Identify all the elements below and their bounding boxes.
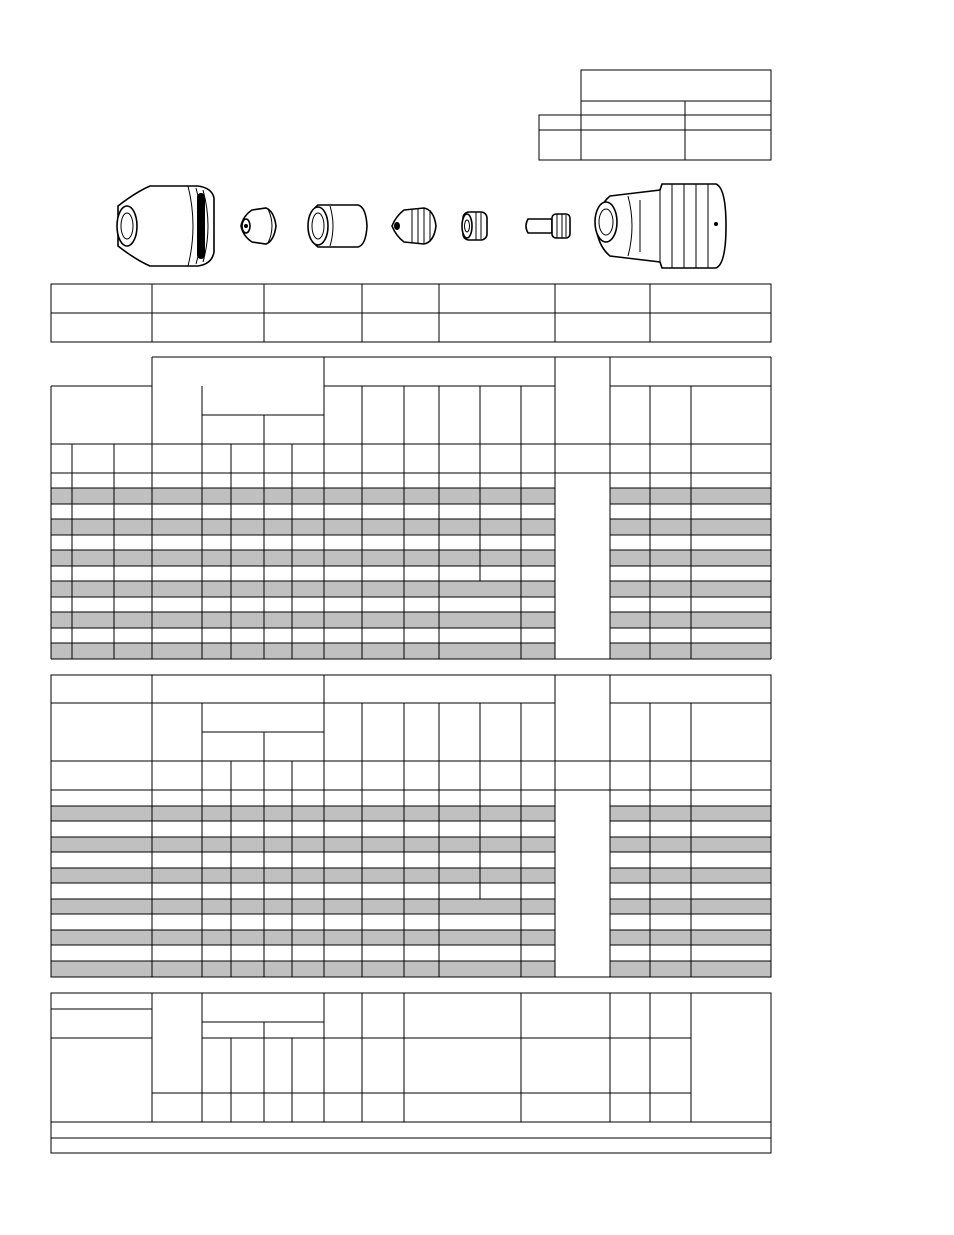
swirl-ring-icon [462, 212, 487, 240]
parts-illustration [117, 184, 726, 268]
torch-body-icon [595, 184, 726, 268]
part-numbers-table [51, 284, 771, 342]
shield-cap-icon [241, 208, 276, 244]
nozzle-icon [392, 208, 436, 244]
cut-chart-1 [51, 357, 771, 659]
cut-chart-2 [51, 675, 771, 977]
retaining-cap-icon [308, 205, 367, 247]
top-right-info-table [539, 70, 771, 160]
electrode-icon [526, 214, 570, 238]
bottom-legend-table [51, 993, 771, 1153]
shield-icon [117, 186, 214, 266]
